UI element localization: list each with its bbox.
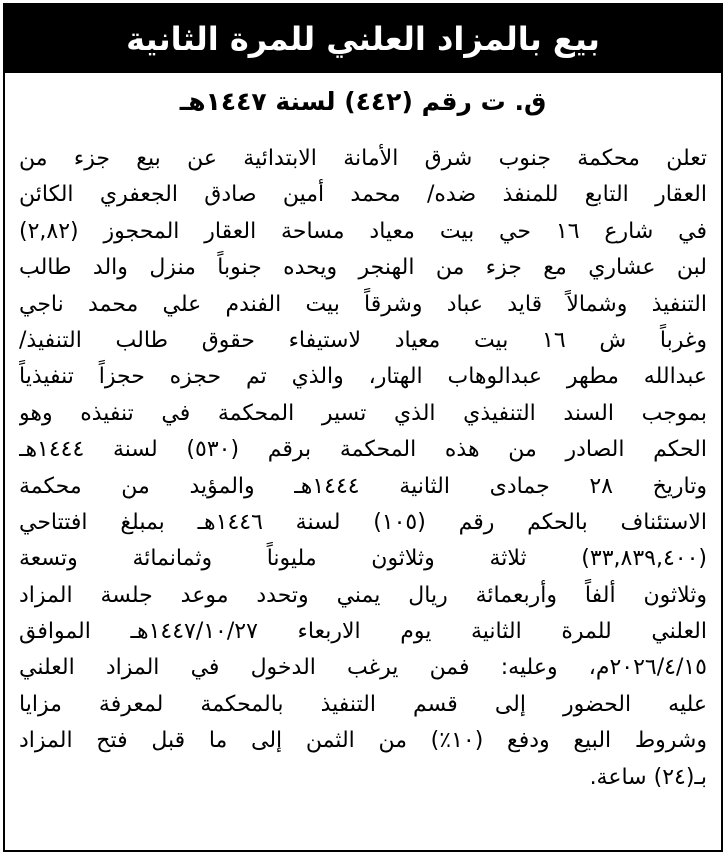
notice-line: التنفيذ وشمالاً قايد عباد وشرقاً بيت الفندم علي محمد ناجي — [19, 291, 707, 317]
notice-frame — [3, 3, 723, 852]
notice-line: وغرباً ش ١٦ بيت معياد لاستيفاء حقوق طالب التنفيذ/ — [19, 327, 707, 353]
notice-body — [19, 141, 707, 796]
notice-line: ٢٠٢٦/٤/١٥م، وعليه: فمن يرغب الدخول في المزاد العلني — [19, 655, 707, 681]
notice-line: بموجب السند التنفيذي الذي تسير المحكمة في تنفيذه وهو — [19, 400, 707, 426]
notice-line: العلني للمرة الثانية يوم الاربعاء ١٤٤٧/١٠/٢٧هـ الموافق — [19, 619, 707, 645]
notice-line: وثلاثون ألفاً وأربعمائة ريال يمني وتحدد موعد جلسة المزاد — [19, 582, 707, 608]
notice-line: لبن عشاري مع جزء من الهنجر ويحده جنوباً منزل والد طالب — [19, 255, 707, 281]
notice-line: عبدالله مطهر عبدالوهاب الهتار، والذي تم حجزه حجزاً تنفيذياً — [19, 364, 707, 390]
notice-line: العقار التابع للمنفذ ضده/ محمد أمين صادق الجعفري الكائن — [19, 182, 707, 208]
notice-line: الاستئناف بالحكم رقم (١٠٥) لسنة ١٤٤٦هـ بمبلغ افتتاحي — [19, 509, 707, 535]
notice-title: بيع بالمزاد العلني للمرة الثانية — [126, 20, 600, 58]
notice-line-last: بـ(٢٤) ساعة. — [589, 764, 707, 790]
notice-line: وتاريخ ٢٨ جمادى الثانية ١٤٤٤هـ والمؤيد من محكمة — [19, 473, 707, 499]
notice-line: (٣٣,٨٣٩,٤٠٠) ثلاثة وثلاثون مليوناً وثمانمائة وتسعة — [19, 546, 707, 572]
notice-line: وشروط البيع ودفع (١٠٪) من الثمن إلى ما قبل فتح المزاد — [19, 728, 707, 754]
case-reference: ق. ت رقم (٤٤٢) لسنة ١٤٤٧هـ — [179, 87, 547, 116]
notice-line: عليه الحضور إلى قسم التنفيذ بالمحكمة لمعرفة مزايا — [19, 691, 707, 717]
notice-line: تعلن محكمة جنوب شرق الأمانة الابتدائية عن بيع جزء من — [19, 146, 707, 171]
title-banner — [5, 5, 721, 73]
notice-line: الحكم الصادر من هذه المحكمة برقم (٥٣٠) لسنة ١٤٤٤هـ — [19, 437, 707, 463]
notice-line: في شارع ١٦ حي بيت معياد مساحة العقار المحجوز (٢,٨٢) — [19, 218, 707, 244]
